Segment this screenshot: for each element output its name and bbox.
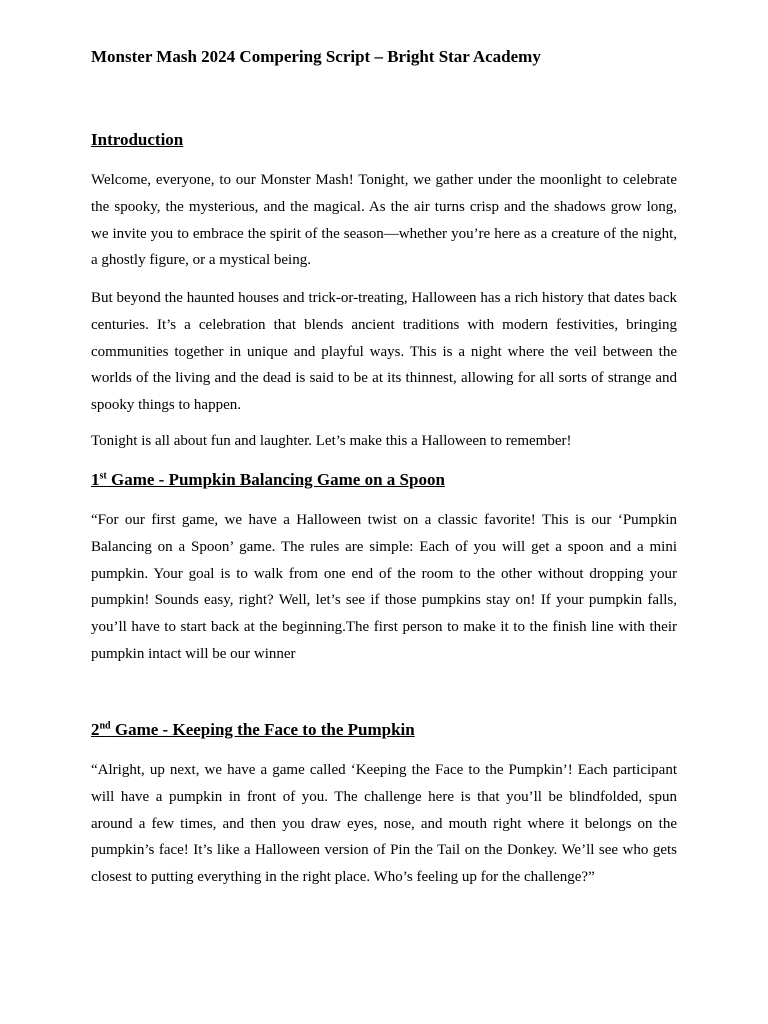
- introduction-paragraph-1: Welcome, everyone, to our Monster Mash! Tonight, we gather under the moonlight to celebrate the spooky, the mysterious, and the magical. As the air turns crisp and the shadows grow long, we invite you to embrace the spirit of the season—whether you’re here as a creature of the night, a ghostly figure, or a mystical being.: [91, 172, 677, 269]
- game2-paragraph: “Alright, up next, we have a game called ‘Keeping the Face to the Pumpkin’! Each participant will have a pumpkin in front of you. The challenge here is that you’ll be blindfolded, spun around a few times, and then you draw eyes, nose, and mouth right where it belongs on the pumpkin’s face! It’s like a Halloween version of Pin the Tail on the Donkey. We’ll see who gets closest to putting everything in the right place. Who’s feeling up for the challenge?”: [91, 762, 677, 886]
- game1-heading: [91, 469, 445, 491]
- introduction-heading: Introduction: [91, 130, 184, 149]
- game1-heading-ordinal: st: [99, 470, 107, 482]
- game2-heading: [91, 719, 415, 741]
- game2-heading-ordinal: nd: [99, 720, 111, 732]
- game2-heading-number: 2: [91, 720, 100, 739]
- game1-paragraph: “For our first game, we have a Halloween twist on a classic favorite! This is our ‘Pumpkin Balancing on a Spoon’ game. The rules are simple: Each of you will get a spoon and a mini pumpkin. Your goal is to walk from one end of the room to the other without dropping your pumpkin! Sounds easy, right? Well, let’s see if those pumpkins stay on! If your pumpkin falls, you’ll have to start back at the beginning.The first person to make it to the finish line with their pumpkin intact will be our winner: [91, 512, 677, 662]
- game1-heading-text: Game - Pumpkin Balancing Game on a Spoon: [106, 470, 445, 489]
- document-title: Monster Mash 2024 Compering Script – Bright Star Academy: [91, 47, 541, 66]
- game2-heading-text: Game - Keeping the Face to the Pumpkin: [110, 720, 415, 739]
- introduction-paragraph-2: But beyond the haunted houses and trick-or-treating, Halloween has a rich history that dates back centuries. It’s a celebration that blends ancient traditions with modern festivities, bringing communities together in unique and playful ways. This is a night where the veil between the worlds of the living and the dead is said to be at its thinnest, allowing for all sorts of strange and spooky things to happen.: [91, 290, 677, 414]
- introduction-paragraph-3: Tonight is all about fun and laughter. Let’s make this a Halloween to remember!: [91, 433, 572, 449]
- game1-heading-number: 1: [91, 470, 100, 489]
